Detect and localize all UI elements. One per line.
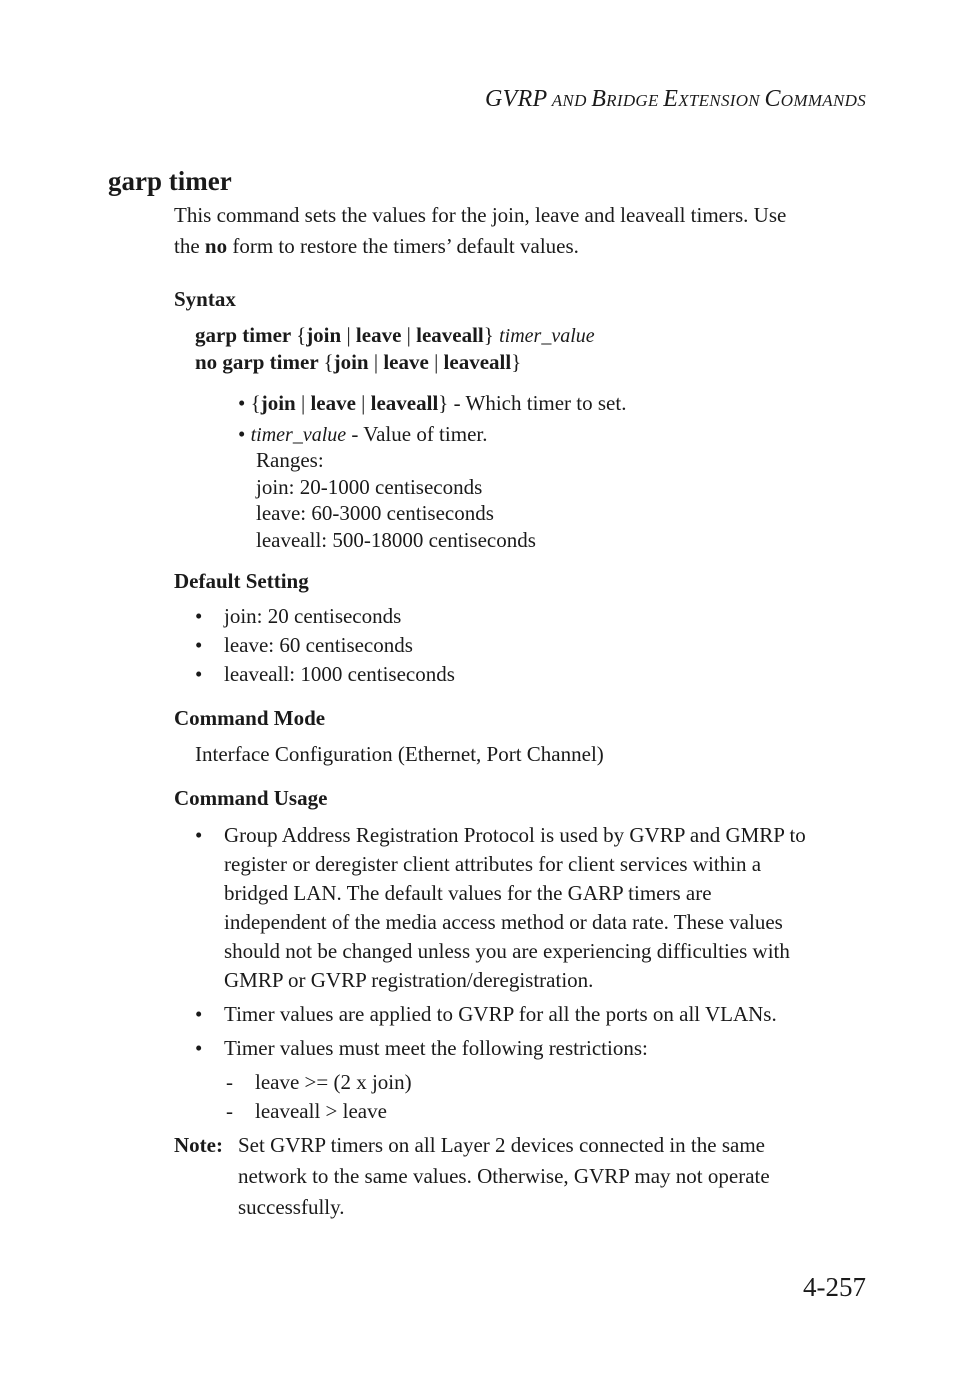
syntax-line-1: garp timer {join | leave | leaveall} timer_value [195, 323, 595, 347]
list-item: • Timer values must meet the following restrictions: [195, 1034, 875, 1063]
default-setting-list [195, 604, 855, 691]
list-item: • Group Address Registration Protocol is used by GVRP and GMRP to register or deregister client attributes for client services within a bridged LAN. The default values for the GARP timers are independent of the media access method or data rate. These values should not be changed unless you are experiencing difficulties with GMRP or GVRP registration/deregistration. [195, 821, 875, 995]
note-label: Note: [174, 1133, 223, 1157]
list-item: • leave: 60 centiseconds [195, 633, 855, 662]
default-setting-heading: Default Setting [174, 569, 309, 593]
running-header: GVRP AND BRIDGE EXTENSION COMMANDS [484, 86, 866, 112]
range-leave: leave: 60-3000 centiseconds [256, 501, 494, 525]
range-join: join: 20-1000 centiseconds [256, 475, 483, 499]
list-item: • leaveall: 1000 centiseconds [195, 662, 855, 691]
ranges-label: Ranges: [256, 448, 324, 472]
list-item: • join: 20 centiseconds [195, 604, 855, 633]
restrictions-list [226, 1068, 412, 1126]
bullet: • [238, 391, 246, 415]
list-item: - leave >= (2 x join) [226, 1068, 412, 1097]
command-usage-list [195, 821, 875, 1063]
note-text: Set GVRP timers on all Layer 2 devices connected in the same network to the same values. Otherwise, GVRP may not operate successfully. [238, 1133, 770, 1219]
param-timer-value: • timer_value - Value of timer. [238, 422, 488, 446]
list-item: - leaveall > leave [226, 1097, 412, 1126]
command-mode-heading: Command Mode [174, 706, 326, 730]
syntax-line-2: no garp timer {join | leave | leaveall} [195, 350, 522, 374]
range-leaveall: leaveall: 500-18000 centiseconds [256, 528, 536, 552]
command-description [174, 200, 864, 262]
intro-line-2: the no form to restore the timers’ default values. [174, 234, 579, 258]
page-number: 4-257 [803, 1272, 866, 1302]
command-title: garp timer [108, 166, 232, 196]
command-usage-heading: Command Usage [174, 786, 328, 810]
intro-line-1: This command sets the values for the join, leave and leaveall timers. Use [174, 203, 787, 227]
list-item: • Timer values are applied to GVRP for all the ports on all VLANs. [195, 1000, 875, 1029]
command-mode-text: Interface Configuration (Ethernet, Port Channel) [195, 742, 604, 766]
bullet: • [238, 422, 246, 446]
syntax-heading: Syntax [174, 287, 236, 311]
param-timer-type: • {join | leave | leaveall} - Which timer to set. [238, 391, 627, 415]
